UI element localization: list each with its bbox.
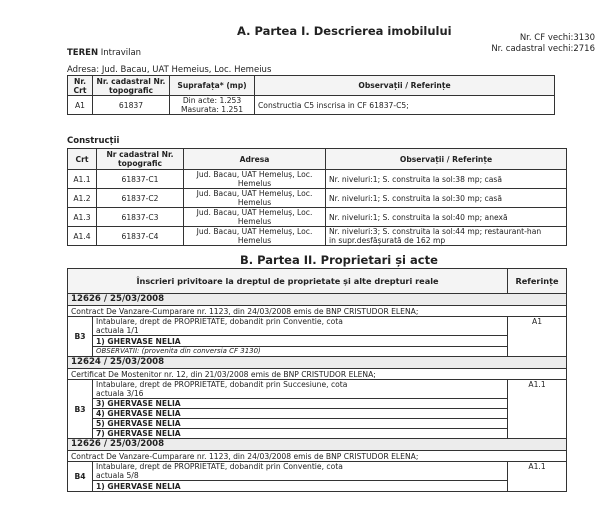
- surface-acte: Din acte: 1.253: [182, 96, 242, 105]
- entry-desc-row: [68, 380, 567, 399]
- entry-date-row: [68, 294, 567, 306]
- entry-date: 12626 / 25/03/2008: [68, 439, 567, 451]
- surface-masurata: Masurata: 1.251: [180, 105, 244, 114]
- owner-name: 4) GHERVASE NELIA: [93, 409, 508, 419]
- entry-act: Contract De Vanzare-Cumparare nr. 1123, din 24/03/2008 emis de BNP CRISTUDOR ELENA;: [68, 451, 567, 462]
- entry-description: [93, 380, 508, 399]
- cell-crt: A1: [68, 96, 93, 115]
- entry-ref: A1.1: [508, 462, 567, 492]
- entry-description: [93, 462, 508, 481]
- cell-adresa: [184, 170, 326, 189]
- cadastral-old-number: Nr. cadastral vechi:2716: [491, 44, 595, 54]
- section-b-title: B. Partea II. Proprietari și acte: [240, 253, 438, 267]
- addr-line2: Hemelus: [237, 198, 272, 207]
- col-crt: Crt: [68, 149, 97, 170]
- col-nr-crt: Nr. Crt: [68, 76, 93, 96]
- cell-observatii: Nr. niveluri:1; S. construita la sol:38 mp; casă: [326, 170, 567, 189]
- address-value: Jud. Bacau, UAT Hemeius, Loc. Hemeius: [101, 65, 272, 75]
- cell-suprafata: [170, 96, 255, 115]
- cell-cadastral: 61837-C3: [97, 208, 184, 227]
- entry-date-row: [68, 357, 567, 369]
- table-row: [68, 189, 567, 208]
- constructions-label: Construcții: [67, 136, 120, 146]
- col-cadastral: Nr cadastral Nr. topografic: [97, 149, 184, 170]
- entry-date-row: [68, 439, 567, 451]
- table-row: [68, 96, 555, 115]
- obs-line1: Nr. niveluri:3; S. construita la sol:44 mp; restaurant-han: [329, 227, 542, 236]
- entry-act-row: [68, 451, 567, 462]
- entry-act: Certificat De Mostenitor nr. 12, din 21/03/2008 emis de BNP CRISTUDOR ELENA;: [68, 369, 567, 380]
- obs-line2: in supr.desfășurată de 162 mp: [329, 236, 446, 245]
- entry-date: 12624 / 25/03/2008: [68, 357, 567, 369]
- desc-line1: Intabulare, drept de PROPRIETATE, dobandit prin Conventie, cota: [96, 317, 343, 326]
- desc-line2: actuala 5/8: [96, 471, 139, 480]
- entry-code: B3: [68, 380, 93, 439]
- table-row: [68, 208, 567, 227]
- entry-date: 12626 / 25/03/2008: [68, 294, 567, 306]
- table-row: [68, 227, 567, 246]
- table-row: [68, 170, 567, 189]
- col-observatii: Observații / Referințe: [326, 149, 567, 170]
- cell-observatii: Nr. niveluri:1; S. construita la sol:40 mp; anexă: [326, 208, 567, 227]
- owner-row: [68, 409, 567, 419]
- entry-desc-row: [68, 462, 567, 481]
- desc-line1: Intabulare, drept de PROPRIETATE, dobandit prin Conventie, cota: [96, 462, 343, 471]
- addr-line1: Jud. Bacau, UAT Hemeluș, Loc.: [196, 170, 313, 179]
- ownership-table: [67, 268, 567, 492]
- entry-description: [93, 317, 508, 336]
- cell-crt: A1.1: [68, 170, 97, 189]
- addr-line1: Jud. Bacau, UAT Hemeluș, Loc.: [196, 189, 313, 198]
- address-label: Adresa:: [67, 65, 100, 75]
- land-table-header: [68, 76, 555, 96]
- cell-crt: A1.3: [68, 208, 97, 227]
- owner-name: 3) GHERVASE NELIA: [93, 399, 508, 409]
- land-type: Intravilan: [100, 48, 142, 58]
- owner-row: [68, 429, 567, 439]
- addr-line1: Jud. Bacau, UAT Hemeluș, Loc.: [196, 208, 313, 217]
- cell-observatii: Nr. niveluri:1; S. construita la sol:30 mp; casă: [326, 189, 567, 208]
- col-observatii: Observații / Referințe: [255, 76, 555, 96]
- cell-adresa: [184, 227, 326, 246]
- cell-crt: A1.2: [68, 189, 97, 208]
- land-heading: [67, 48, 141, 58]
- owner-name: 7) GHERVASE NELIA: [93, 429, 508, 439]
- owner-row: [68, 336, 567, 347]
- addr-line2: Hemelus: [237, 217, 272, 226]
- entry-observation: OBSERVATII: (provenita din conversia CF 3130): [93, 347, 508, 357]
- owner-row: [68, 481, 567, 492]
- land-label: TEREN: [67, 48, 99, 58]
- owner-name: 1) GHERVASE NELIA: [93, 481, 508, 492]
- addr-line2: Hemelus: [237, 179, 272, 188]
- cell-adresa: [184, 189, 326, 208]
- col-suprafata: Suprafața* (mp): [170, 76, 255, 96]
- cell-cadastral: 61837: [93, 96, 170, 115]
- entry-code: B3: [68, 317, 93, 357]
- entry-code: B4: [68, 462, 93, 492]
- cell-crt: A1.4: [68, 227, 97, 246]
- cell-observatii: [326, 227, 567, 246]
- col-cadastral: Nr. cadastral Nr. topografic: [93, 76, 170, 96]
- entry-ref: A1.1: [508, 380, 567, 439]
- constructions-table-header: [68, 149, 567, 170]
- entry-act-row: [68, 369, 567, 380]
- entry-act: Contract De Vanzare-Cumparare nr. 1123, din 24/03/2008 emis de BNP CRISTUDOR ELENA;: [68, 306, 567, 317]
- desc-line1: Intabulare, drept de PROPRIETATE, dobandit prin Succesiune, cota: [96, 380, 348, 389]
- desc-line2: actuala 1/1: [96, 326, 139, 335]
- cell-observatii: Constructia C5 inscrisa in CF 61837-C5;: [255, 96, 555, 115]
- col-referinte: Referințe: [508, 269, 567, 294]
- cell-cadastral: 61837-C1: [97, 170, 184, 189]
- ownership-table-header: [68, 269, 567, 294]
- cell-cadastral: 61837-C2: [97, 189, 184, 208]
- entry-desc-row: [68, 317, 567, 336]
- col-adresa: Adresa: [184, 149, 326, 170]
- addr-line2: Hemelus: [237, 236, 272, 245]
- section-a-title: A. Partea I. Descrierea imobilului: [237, 24, 452, 38]
- owner-name: 5) GHERVASE NELIA: [93, 419, 508, 429]
- land-table: [67, 75, 555, 115]
- owner-row: [68, 399, 567, 409]
- addr-line1: Jud. Bacau, UAT Hemeluș, Loc.: [196, 227, 313, 236]
- desc-line2: actuala 3/16: [96, 389, 144, 398]
- land-address: [67, 65, 271, 75]
- owner-row: [68, 419, 567, 429]
- col-inscrieri: Înscrieri privitoare la dreptul de proprietate și alte drepturi reale: [68, 269, 508, 294]
- observation-row: [68, 347, 567, 357]
- owner-name: 1) GHERVASE NELIA: [93, 336, 508, 347]
- entry-ref: A1: [508, 317, 567, 357]
- cf-old-number: Nr. CF vechi:3130: [519, 33, 595, 43]
- cell-adresa: [184, 208, 326, 227]
- cell-cadastral: 61837-C4: [97, 227, 184, 246]
- constructions-table: [67, 148, 567, 246]
- entry-act-row: [68, 306, 567, 317]
